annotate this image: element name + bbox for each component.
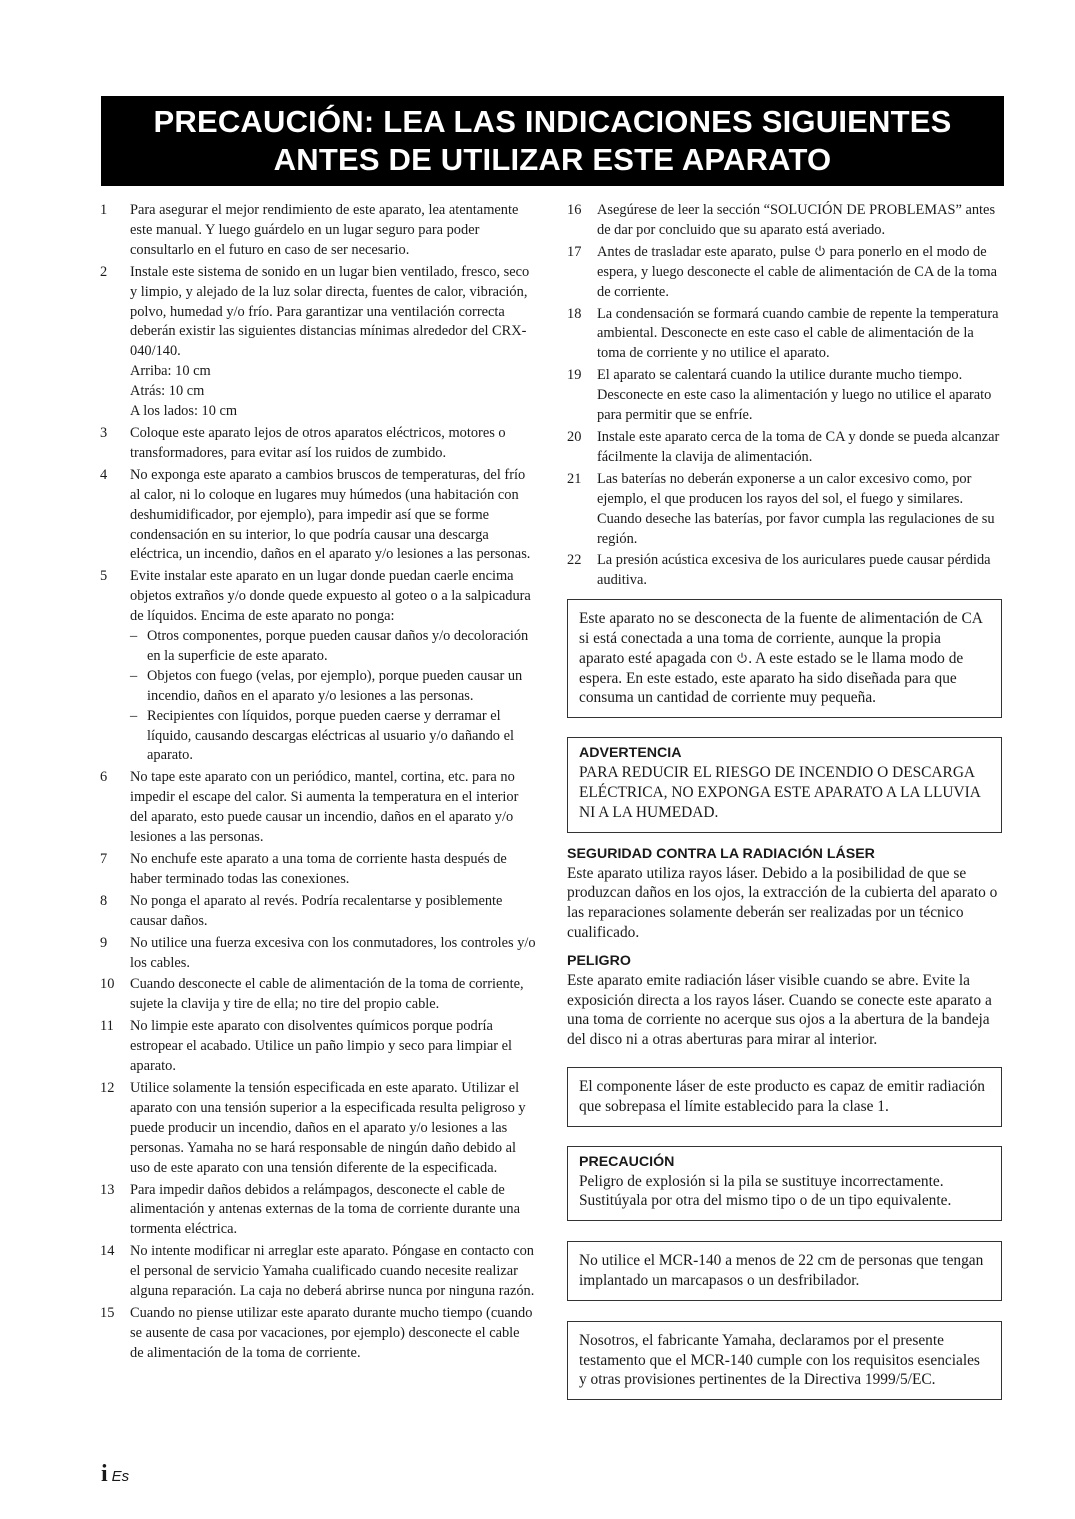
laser-safety-title: SEGURIDAD CONTRA LA RADIACIÓN LÁSER xyxy=(567,845,875,862)
item-number: 21 xyxy=(567,470,582,487)
list-item xyxy=(100,1242,536,1302)
item-text: Utilice solamente la tensión especificada en este aparato. Utilizar el aparato con una tensión superior a la especificada resulta peligroso y puede producir un incendio, daños en el aparato y/o lesiones a las personas. Yamaha no se hará responsable de ningún daño debido al uso de este aparato con una tensión diferente de la especificada. xyxy=(130,1079,526,1176)
advertencia-box xyxy=(567,737,1002,832)
power-icon xyxy=(736,652,748,664)
list-item xyxy=(100,1017,536,1077)
item-number: 14 xyxy=(100,1243,115,1260)
list-item xyxy=(100,1304,536,1364)
list-item xyxy=(100,975,536,1015)
sub-item: – Recipientes con líquidos, porque pueden caerse y derramar el líquido, causando descargas eléctricas al usuario y/o dañando el aparato. xyxy=(130,707,536,767)
item-text-part: Antes de trasladar este aparato, pulse xyxy=(597,243,814,260)
item-text: Coloque este aparato lejos de otros aparatos eléctricos, motores o transformadores, para evitar así los ruidos de zumbido. xyxy=(130,424,506,461)
laser-class-box xyxy=(567,1067,1002,1127)
item-number: 6 xyxy=(100,769,108,786)
item-text xyxy=(597,243,1002,303)
item-number: 11 xyxy=(100,1018,114,1035)
advertencia-title: ADVERTENCIA xyxy=(579,745,682,762)
item-text: La presión acústica excesiva de los auriculares puede causar pérdida auditiva. xyxy=(597,552,991,589)
peligro-title: PELIGRO xyxy=(567,952,631,969)
standby-text: Este aparato no se desconecta de la fuente de alimentación de CA si está conectada a una toma de corriente, aunque la propia aparato esté apagada con xyxy=(579,610,982,667)
item-number: 18 xyxy=(567,305,582,322)
item-text: No tape este aparato con un periódico, mantel, cortina, etc. para no impedir el escape del calor. Si aumenta la temperatura en el interior del aparato, esto puede causar un incendio, daños en el aparato y/o lesiones a las personas. xyxy=(130,769,519,846)
item-text: Las baterías no deberán exponerse a un calor excesivo como, por ejemplo, el que producen los rayos del sol, el fuego y similares. Cuando deseche las baterías, por favor cumpla las regulaciones de su región. xyxy=(597,470,995,547)
peligro-text: Este aparato emite radiación láser visible cuando se abre. Evite la exposición directa a los rayos láser. Cuando se conecte este aparato a una toma de corriente no acerque sus ojos a la abertura de la bandeja del disco ni a otras aberturas para mirar al interior. xyxy=(567,971,992,1049)
item-text-part: para ponerlo en el modo de espera, y luego desconecte el cable de alimentación de CA de la toma de corriente. xyxy=(597,243,997,300)
item-text: El aparato se calentará cuando la utilice durante mucho tiempo. Desconecte en este caso la alimentación y luego no utilice el aparato para permitir que se enfríe. xyxy=(597,367,992,424)
item-text: Arriba: 10 cm xyxy=(130,363,211,380)
item-text: Atrás: 10 cm xyxy=(130,383,205,400)
precaucion-text: Peligro de explosión si la pila se sustituye incorrectamente. Sustitúyala por otra del mismo tipo o de un tipo equivalente. xyxy=(579,1172,952,1210)
power-icon xyxy=(814,245,826,257)
item-text: Asegúrese de leer la sección “SOLUCIÓN DE PROBLEMAS” antes de dar por concluido que su aparato está averiado. xyxy=(597,202,996,238)
declaration-text: Nosotros, el fabricante Yamaha, declaramos por el presente testamento que el MCR-140 cumple con los requisitos esenciales y otras provisiones pertinentes de la Directiva 1999/5/EC. xyxy=(579,1331,980,1389)
list-item xyxy=(100,263,536,422)
item-number: 3 xyxy=(100,424,108,441)
item-text: No enchufe este aparato a una toma de corriente hasta después de haber terminado todas las conexiones. xyxy=(130,851,507,887)
standby-text: . A este estado se le llama modo de espera. En este estado, este aparato ha sido diseñada para que consuma un cantidad de corriente muy pequeña. xyxy=(579,649,964,707)
item-text: No utilice una fuerza excesiva con los conmutadores, los controles y/o los cables. xyxy=(130,934,536,971)
list-item xyxy=(100,201,536,261)
list-item xyxy=(100,424,536,464)
laser-class-text: El componente láser de este producto es capaz de emitir radiación que sobrepasa el límite establecido para la clase 1. xyxy=(579,1077,985,1115)
language-code: Es xyxy=(111,1468,130,1485)
sub-item: – Otros componentes, porque pueden causar daños y/o decoloración en la superficie de este aparato. xyxy=(130,627,536,667)
standby-notice-box xyxy=(567,599,1002,718)
page-footer xyxy=(101,1461,129,1488)
list-item xyxy=(100,567,536,766)
item-number: 17 xyxy=(567,243,582,260)
list-item xyxy=(567,551,1002,591)
list-item xyxy=(100,466,536,566)
item-number: 12 xyxy=(100,1079,115,1096)
peligro-section xyxy=(567,952,1002,1050)
sub-item-text: Recipientes con líquidos, porque pueden caerse y derramar el líquido, causando descargas eléctricas al usuario y/o dañando el aparato. xyxy=(147,707,514,764)
item-text: No limpie este aparato con disolventes químicos porque podría estropear el acabado. Utilice un paño limpio y seco para limpiar el aparato. xyxy=(130,1018,513,1075)
list-item xyxy=(567,428,1002,468)
pacemaker-text: No utilice el MCR-140 a menos de 22 cm de personas que tengan implantado un marcapasos o un desfribilador. xyxy=(579,1252,984,1289)
declaration-box xyxy=(567,1321,1002,1400)
sub-item: – Objetos con fuego (velas, por ejemplo), porque pueden causar un incendio, daños en el aparato y/o lesiones a las personas. xyxy=(130,667,536,707)
list-item xyxy=(567,243,1002,303)
pacemaker-box xyxy=(567,1241,1002,1301)
list-item xyxy=(100,1181,536,1241)
item-text: No exponga este aparato a cambios bruscos de temperaturas, del frío al calor, ni lo coloque en lugares muy húmedos (una habitación con deshumidificador, por ejemplo), para impedir así que se forme condensación en su interior, lo que podría causar una descarga eléctrica, un incendio, daños en el aparato y/o lesiones a las personas. xyxy=(130,466,531,563)
item-number: 9 xyxy=(100,934,108,951)
right-column xyxy=(567,201,1002,1400)
list-item xyxy=(100,1079,536,1179)
item-number: 20 xyxy=(567,428,582,445)
item-number: 13 xyxy=(100,1181,115,1198)
precaucion-box xyxy=(567,1146,1002,1222)
item-number: 19 xyxy=(567,367,582,384)
item-text: Para asegurar el mejor rendimiento de este aparato, lea atentamente este manual. Y luego guárdelo en un lugar seguro para poder consultarlo en el futuro en caso de ser necesario. xyxy=(130,202,519,258)
item-number: 7 xyxy=(100,851,108,867)
list-item xyxy=(567,470,1002,550)
list-item xyxy=(567,366,1002,426)
item-number: 15 xyxy=(100,1304,115,1321)
item-number: 22 xyxy=(567,552,582,569)
advertencia-text: PARA REDUCIR EL RIESGO DE INCENDIO O DESCARGA ELÉCTRICA, NO EXPONGA ESTE APARATO A LA LLUVIA NI A LA HUMEDAD. xyxy=(579,764,981,821)
list-item xyxy=(100,850,536,890)
left-column xyxy=(100,201,536,1366)
item-number: 2 xyxy=(100,263,108,280)
list-item xyxy=(567,201,1002,241)
item-text: Cuando no piense utilizar este aparato durante mucho tiempo (cuando se ausente de casa por vacaciones, por ejemplo) desconecte el cable de alimentación de la toma de corriente. xyxy=(130,1304,533,1361)
list-item xyxy=(100,934,536,974)
sub-item-text: Otros componentes, porque pueden causar daños y/o decoloración en la superficie de este aparato. xyxy=(147,628,529,664)
laser-safety-section xyxy=(567,845,1002,943)
item-text: A los lados: 10 cm xyxy=(130,403,238,420)
list-item xyxy=(567,305,1002,365)
item-number: 5 xyxy=(100,568,108,585)
item-text: Para impedir daños debidos a relámpagos, desconecte el cable de alimentación y antenas externas de la toma de corriente durante una tormenta eléctrica. xyxy=(130,1181,520,1238)
item-text: No ponga el aparato al revés. Podría recalentarse y posiblemente causar daños. xyxy=(130,892,503,929)
sub-item-text: Objetos con fuego (velas, por ejemplo), porque pueden causar un incendio, daños en el aparato y/o lesiones a las personas. xyxy=(147,667,523,704)
item-number: 8 xyxy=(100,892,108,909)
precaucion-title: PRECAUCIÓN xyxy=(579,1153,675,1170)
item-text: La condensación se formará cuando cambie de repente la temperatura ambiental. Desconecte en este caso el cable de alimentación de la toma de corriente y no utilice el aparato. xyxy=(597,305,999,362)
page-number: i xyxy=(101,1461,108,1487)
item-text: Cuando desconecte el cable de alimentación de la toma de corriente, sujete la clavija y tire de ella; no tire del propio cable. xyxy=(130,976,524,1013)
item-text: Instale este aparato cerca de la toma de CA y donde se pueda alcanzar fácilmente la clavija de alimentación. xyxy=(597,428,1000,465)
page-title: PRECAUCIÓN: LEA LAS INDICACIONES SIGUIENTES ANTES DE UTILIZAR ESTE APARATO xyxy=(101,96,1004,186)
list-item xyxy=(100,768,536,848)
item-text: Instale este sistema de sonido en un lugar bien ventilado, fresco, seco y limpio, y alejado de la luz solar directa, fuentes de calor, vibración, polvo, humedad y/o frío. Para garantizar una ventilación correcta deberán existir las siguientes distancias mínimas alrededor del CRX-040/140. xyxy=(130,263,530,360)
item-text: Evite instalar este aparato en un lugar donde puedan caerle encima objetos extraños y/o donde quede expuesto al goteo o a la salpicadura de líquidos. Encima de este aparato no ponga: xyxy=(130,568,531,625)
list-item xyxy=(100,892,536,932)
item-number: 10 xyxy=(100,976,115,993)
laser-safety-text: Este aparato utiliza rayos láser. Debido a la posibilidad de que se produzcan daños en los ojos, la extracción de la cubierta del aparato o las reparaciones solamente deberán ser realizadas por un técnico cualificado. xyxy=(567,864,998,941)
item-text: No intente modificar ni arreglar este aparato. Póngase en contacto con el personal de servicio Yamaha cualificado cuando necesite realizar alguna reparación. La caja no deberá abrirse nunca por ninguna razón. xyxy=(130,1243,535,1300)
item-number: 16 xyxy=(567,202,582,218)
item-number: 1 xyxy=(100,202,108,218)
item-number: 4 xyxy=(100,466,108,483)
